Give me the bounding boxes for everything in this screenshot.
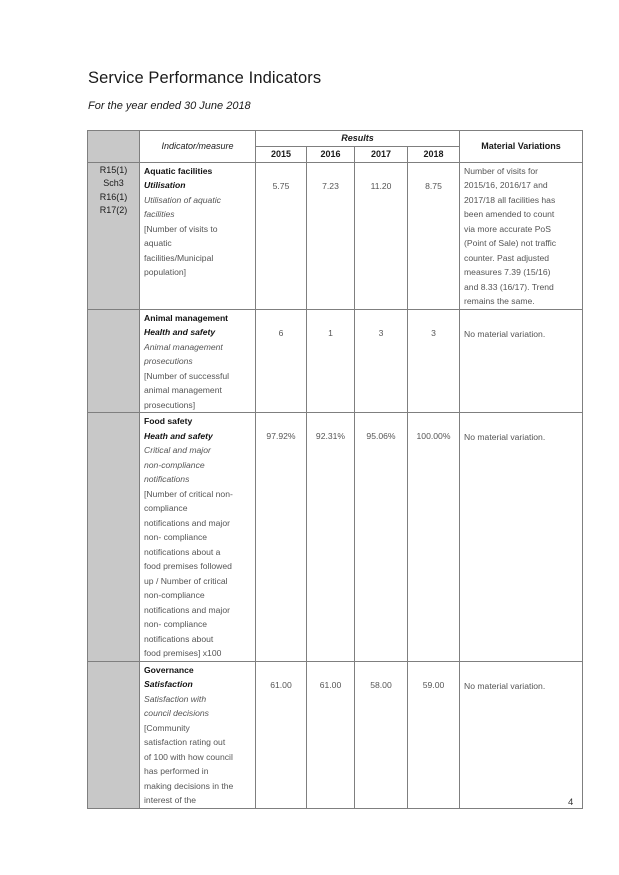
performance-table — [87, 130, 583, 809]
indicator-definition-line: notifications and major — [144, 517, 230, 528]
reference-cell — [88, 162, 140, 309]
table-row — [88, 162, 583, 309]
result-value: 7.23 — [322, 180, 339, 191]
indicator-name: Animal management — [144, 312, 229, 323]
indicator-definition-line: facilities/Municipal — [144, 252, 214, 263]
header-indicator-rest: /measure — [196, 141, 234, 151]
indicator-measure-line: Animal management — [144, 341, 223, 352]
material-variation-line: (Point of Sale) not traffic — [464, 238, 557, 248]
result-value: 97.92% — [266, 431, 296, 441]
indicator-definition-line: up / Number of critical — [144, 575, 228, 586]
material-variation-line: measures 7.39 (15/16) — [464, 267, 551, 277]
indicator-definition-line: non- compliance — [144, 619, 208, 629]
reference-code: R15(1) — [99, 164, 128, 175]
indicator-measure-line: Satisfaction with — [144, 693, 207, 704]
header-results: Results — [256, 131, 460, 147]
header-material-variations: Material Variations — [460, 131, 583, 163]
header-year-2018: 2018 — [408, 147, 460, 163]
page-number: 4 — [568, 797, 574, 808]
indicator-measure-line: prosecutions — [144, 356, 193, 366]
indicator-name: Food safety — [144, 416, 193, 426]
result-cell-2015 — [256, 413, 307, 662]
indicator-subcategory: Heath and safety — [144, 430, 213, 441]
indicator-definition-line: animal management — [144, 385, 222, 395]
result-cell-2016 — [307, 661, 355, 808]
indicator-definition-line: [Number of critical non- — [144, 488, 233, 499]
indicator-name: Aquatic facilities — [144, 165, 213, 176]
page-title: Service Performance Indicators — [88, 69, 322, 87]
header-year-2015: 2015 — [256, 147, 307, 163]
indicator-measure-line: non-compliance — [144, 459, 205, 470]
material-variation-line: No material variation. — [464, 432, 546, 442]
reference-cell — [88, 413, 140, 662]
indicator-definition-line: [Number of visits to — [144, 223, 218, 234]
result-value: 58.00 — [370, 679, 392, 690]
indicator-cell — [140, 162, 256, 309]
table-row — [88, 309, 583, 413]
indicator-measure-line: Critical and major — [144, 445, 211, 455]
indicator-measure-line: notifications — [144, 474, 190, 484]
result-cell-2017 — [355, 162, 408, 309]
indicator-definition-line: non- compliance — [144, 532, 208, 542]
material-variation-cell — [460, 309, 583, 413]
result-cell-2018 — [408, 413, 460, 662]
result-value: 11.20 — [370, 180, 392, 191]
result-value: 5.75 — [272, 180, 290, 191]
result-cell-2016 — [307, 309, 355, 413]
material-variation-line: and 8.33 (16/17). Trend — [464, 281, 554, 292]
result-value: 61.00 — [270, 679, 292, 690]
result-cell-2016 — [307, 162, 355, 309]
result-value: 59.00 — [422, 679, 445, 690]
indicator-definition-line: aquatic — [144, 238, 172, 248]
material-variation-line: been amended to count — [464, 209, 555, 219]
table-row — [88, 413, 583, 662]
result-cell-2015 — [256, 162, 307, 309]
result-value: 6 — [278, 327, 284, 338]
material-variation-line: counter. Past adjusted — [464, 252, 550, 263]
indicator-definition-line: interest of the — [144, 795, 197, 805]
result-value: 100.00% — [416, 431, 451, 441]
material-variation-line: via more accurate PoS — [464, 223, 551, 234]
material-variation-cell — [460, 661, 583, 808]
result-cell-2018 — [408, 162, 460, 309]
material-variation-line: Number of visits for — [464, 165, 539, 176]
indicator-subcategory: Utilisation — [144, 180, 186, 190]
material-variation-line: 2015/16, 2016/17 and — [464, 180, 548, 190]
indicator-definition-line: notifications about a — [144, 546, 221, 557]
material-variation-line: remains the same. — [464, 296, 535, 306]
reference-cell — [88, 661, 140, 808]
indicator-measure-line: Utilisation of aquatic — [144, 194, 221, 205]
indicator-definition-line: non-compliance — [144, 590, 205, 600]
indicator-subcategory: Satisfaction — [144, 679, 193, 689]
indicator-definition-line: of 100 with how council — [144, 751, 233, 762]
result-cell-2016 — [307, 413, 355, 662]
result-cell-2015 — [256, 661, 307, 808]
result-value: 92.31% — [315, 431, 346, 441]
reference-code: Sch3 — [103, 178, 124, 188]
indicator-definition-line: food premises] x100 — [144, 648, 222, 658]
indicator-definition-line: population] — [144, 267, 187, 277]
header-year-2016: 2016 — [307, 147, 355, 163]
result-value: 61.00 — [319, 679, 342, 690]
result-cell-2017 — [355, 309, 408, 413]
reference-cell — [88, 309, 140, 413]
result-cell-2018 — [408, 661, 460, 808]
header-indicator — [140, 131, 256, 163]
page-subtitle: For the year ended 30 June 2018 — [88, 100, 251, 112]
indicator-measure-line: facilities — [144, 209, 175, 219]
header-ref-cell — [88, 131, 140, 163]
indicator-definition-line: [Community — [144, 722, 190, 733]
result-cell-2018 — [408, 309, 460, 413]
indicator-cell — [140, 309, 256, 413]
indicator-name: Governance — [144, 664, 194, 675]
indicator-definition-line: has performed in — [144, 766, 209, 776]
result-value: 1 — [328, 327, 333, 338]
material-variation-cell — [460, 413, 583, 662]
indicator-definition-line: [Number of successful — [144, 370, 230, 381]
indicator-subcategory: Health and safety — [144, 327, 216, 337]
header-year-2017: 2017 — [355, 147, 408, 163]
result-value: 95.06% — [366, 431, 396, 441]
material-variation-line: No material variation. — [464, 680, 546, 691]
indicator-definition-line: making decisions in the — [144, 780, 234, 791]
indicator-definition-line: compliance — [144, 503, 188, 513]
result-value: 3 — [378, 327, 384, 338]
material-variation-cell — [460, 162, 583, 309]
reference-code: R16(1) — [99, 191, 128, 202]
result-cell-2017 — [355, 413, 408, 662]
indicator-measure-line: council decisions — [144, 708, 209, 718]
material-variation-line: No material variation. — [464, 328, 546, 339]
indicator-definition-line: notifications and major — [144, 604, 230, 615]
indicator-definition-line: food premises followed — [144, 561, 232, 571]
indicator-definition-line: satisfaction rating out — [144, 737, 226, 747]
result-cell-2015 — [256, 309, 307, 413]
indicator-definition-line: notifications about — [144, 633, 214, 644]
result-value: 3 — [431, 327, 436, 338]
table-row — [88, 661, 583, 808]
result-value: 8.75 — [425, 180, 442, 191]
reference-code: R17(2) — [99, 205, 128, 215]
indicator-definition-line: prosecutions] — [144, 399, 196, 410]
header-indicator-bold: Indicator — [161, 141, 196, 151]
indicator-cell — [140, 661, 256, 808]
result-cell-2017 — [355, 661, 408, 808]
indicator-cell — [140, 413, 256, 662]
material-variation-line: 2017/18 all facilities has — [464, 194, 556, 205]
